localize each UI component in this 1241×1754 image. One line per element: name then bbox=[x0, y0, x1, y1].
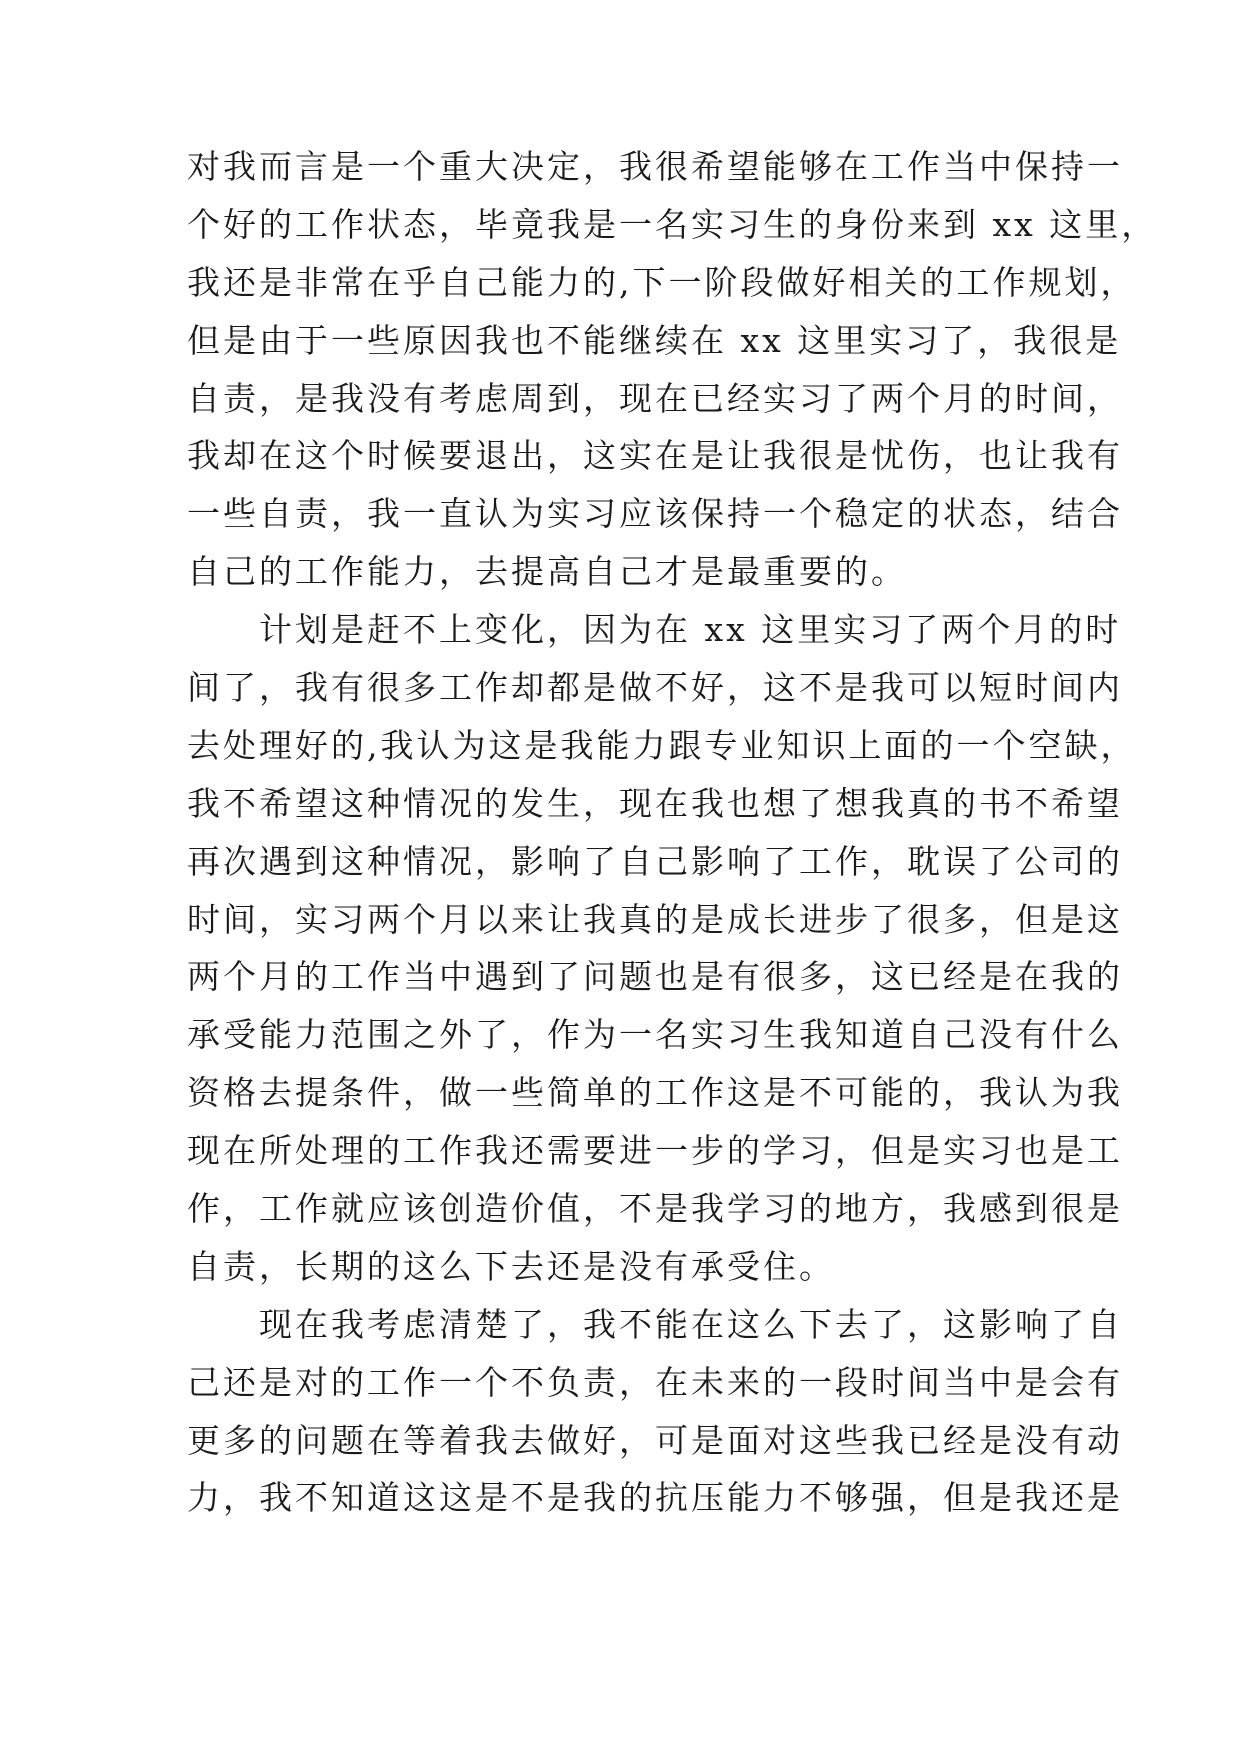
text-line: 间了，我有很多工作却都是做不好，这不是我可以短时间内 bbox=[187, 668, 1123, 708]
text-line: 但是由于一些原因我也不能继续在 xx 这里实习了，我很是 bbox=[187, 320, 1122, 360]
document-body bbox=[187, 138, 1158, 1527]
text-line: 去处理好的,我认为这是我能力跟专业知识上面的一个空缺， bbox=[187, 725, 1137, 765]
text-line: 一些自责，我一直认为实习应该保持一个稳定的状态，结合 bbox=[187, 494, 1123, 534]
text-line: 自己的工作能力，去提高自己才是最重要的。 bbox=[187, 552, 907, 592]
text-line: 我不希望这种情况的发生，现在我也想了想我真的书不希望 bbox=[187, 783, 1123, 823]
text-line: 己还是对的工作一个不负责，在未来的一段时间当中是会有 bbox=[187, 1362, 1123, 1402]
text-line: 再次遇到这种情况，影响了自己影响了工作，耽误了公司的 bbox=[187, 841, 1123, 881]
text-line: 自责，长期的这么下去还是没有承受住。 bbox=[187, 1246, 835, 1286]
text-line: 我却在这个时候要退出，这实在是让我很是忧伤，也让我有 bbox=[187, 436, 1123, 476]
text-line: 个好的工作状态，毕竟我是一名实习生的身份来到 xx 这里， bbox=[187, 204, 1158, 244]
text-line: 现在所处理的工作我还需要进一步的学习，但是实习也是工 bbox=[187, 1131, 1123, 1171]
text-line: 力，我不知道这这是不是我的抗压能力不够强，但是我还是 bbox=[187, 1478, 1123, 1518]
text-line: 计划是赶不上变化，因为在 xx 这里实习了两个月的时 bbox=[187, 610, 1122, 650]
text-line: 更多的问题在等着我去做好，可是面对这些我已经是没有动 bbox=[187, 1420, 1123, 1460]
text-line: 自责，是我没有考虑周到，现在已经实习了两个月的时间， bbox=[187, 378, 1123, 418]
text-line: 时间，实习两个月以来让我真的是成长进步了很多，但是这 bbox=[187, 899, 1123, 939]
text-line: 我还是非常在乎自己能力的,下一阶段做好相关的工作规划， bbox=[187, 262, 1137, 302]
text-line: 承受能力范围之外了，作为一名实习生我知道自己没有什么 bbox=[187, 1015, 1123, 1055]
text-line: 两个月的工作当中遇到了问题也是有很多，这已经是在我的 bbox=[187, 957, 1123, 997]
text-line: 现在我考虑清楚了，我不能在这么下去了，这影响了自 bbox=[187, 1304, 1123, 1344]
text-line: 作，工作就应该创造价值，不是我学习的地方，我感到很是 bbox=[187, 1189, 1123, 1229]
text-line: 资格去提条件，做一些简单的工作这是不可能的，我认为我 bbox=[187, 1073, 1123, 1113]
text-line: 对我而言是一个重大决定，我很希望能够在工作当中保持一 bbox=[187, 147, 1123, 186]
